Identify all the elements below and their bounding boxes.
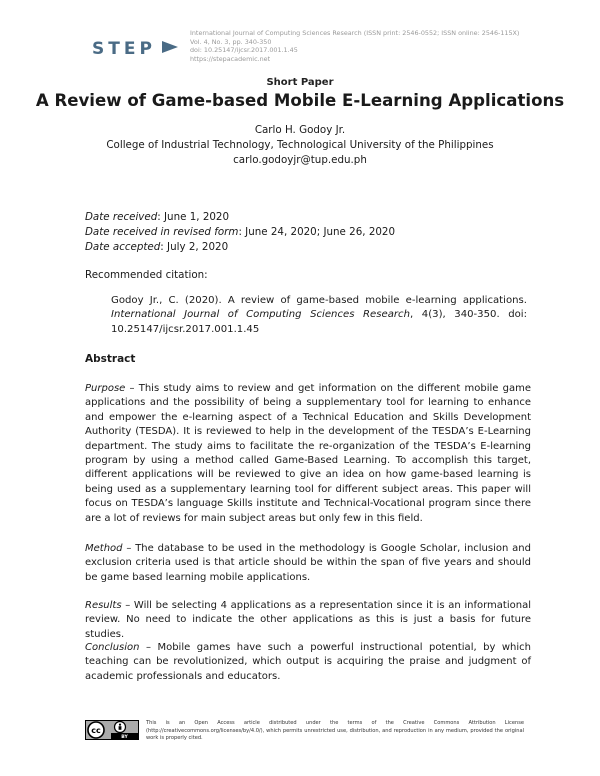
journal-volume: Vol. 4, No. 3, pp. 340-350 [190,37,272,46]
date-accepted-value: : July 2, 2020 [160,241,229,253]
citation-text [111,294,527,337]
date-received-label: Date received [85,211,158,223]
purpose-label: Purpose [85,383,126,394]
cc-mark: cc [91,726,101,735]
journal-logo [92,36,184,58]
journal-info [190,29,519,63]
conclusion-label: Conclusion [85,642,140,653]
abstract-conclusion [85,641,531,684]
results-label: Results [85,600,122,611]
citation-details: , 4(3), 340-350. doi: 10.25147/ijcsr.2017.001.1.45 [111,309,528,335]
date-received [85,211,229,223]
abstract-heading: Abstract [85,353,136,365]
cc-by-badge[interactable] [85,720,139,740]
abstract-purpose [85,382,531,526]
results-text: – Will be selecting 4 applications as a representation since it is an informational review. No need to indicate the other applications as this is just a basis for future studies. [85,600,531,640]
paper-title: A Review of Game-based Mobile E-Learning Applications [35,91,565,110]
license-text: This is an Open Access article distributed under the terms of the Creative Commons Attribution License (http://creativecommons.org/licenses/by/4.0/), which permits unrestricted use, distribution, and reproduction in any medium, provided the original work is properly cited. [146,720,524,742]
date-revised-label: Date received in revised form [85,226,239,238]
journal-doi: doi: 10.25147/ijcsr.2017.001.1.45 [190,46,298,55]
citation-label: Recommended citation: [85,269,208,281]
citation-journal: International Journal of Computing Sciences Research [111,309,411,321]
by-mark: BY [121,735,128,740]
author-email[interactable]: carlo.godoyjr@tup.edu.ph [233,154,367,166]
date-accepted [85,241,228,253]
abstract-method [85,542,531,585]
logo-arrow-icon [162,41,178,53]
author-affiliation: College of Industrial Technology, Technological University of the Philippines [106,139,494,151]
by-icon-head [119,724,121,726]
paper-type: Short Paper [266,77,334,88]
journal-name: International Journal of Computing Sciences Research (ISSN print: 2546-0552; ISSN online: 2546-115X) [190,29,520,37]
date-revised [85,226,395,238]
method-label: Method [85,543,123,554]
logo-text: STEP [92,39,156,58]
author-name: Carlo H. Godoy Jr. [254,124,346,136]
purpose-text: – This study aims to review and get information on the different mobile game applications and the possibility of being a supplementary tool for learning to enhance and empower the e-learning aspect of a Technical Education and Skills Development Authority (TESDA). It is reviewed to help in the development of the TESDA’s E-Learning department. The study aims to facilitate the re-organization of the TESDA’s E-learning program by using a method called Game-Based Learning. To accomplish this target, different applications will be reviewed to give an idea on how game-based learning is being used as a supplementary learning tool for different subject areas. This paper will focus on TESDA’s language Skills institute and Technical-Vocational program since there are a lot of reviews for main subject areas but only few in this field. [85,383,531,524]
method-text: – The database to be used in the methodology is Google Scholar, inclusion and exclusion criteria used is that article should be within the span of five years and should be game based learning mobile applications. [85,543,531,583]
date-accepted-label: Date accepted [85,241,161,253]
citation-authors-title: Godoy Jr., C. (2020). A review of game-based mobile e-learning applications. [111,295,527,306]
abstract-results [85,599,531,642]
conclusion-text: – Mobile games have such a powerful instructional potential, by which teaching can be revolutionized, which output is acquiring the praise and judgment of academic professionals and educators. [85,642,531,682]
by-icon-body [119,726,122,730]
date-received-value: : June 1, 2020 [157,211,230,223]
date-revised-value: : June 24, 2020; June 26, 2020 [238,226,396,238]
journal-url[interactable]: https://stepacademic.net [190,54,271,63]
